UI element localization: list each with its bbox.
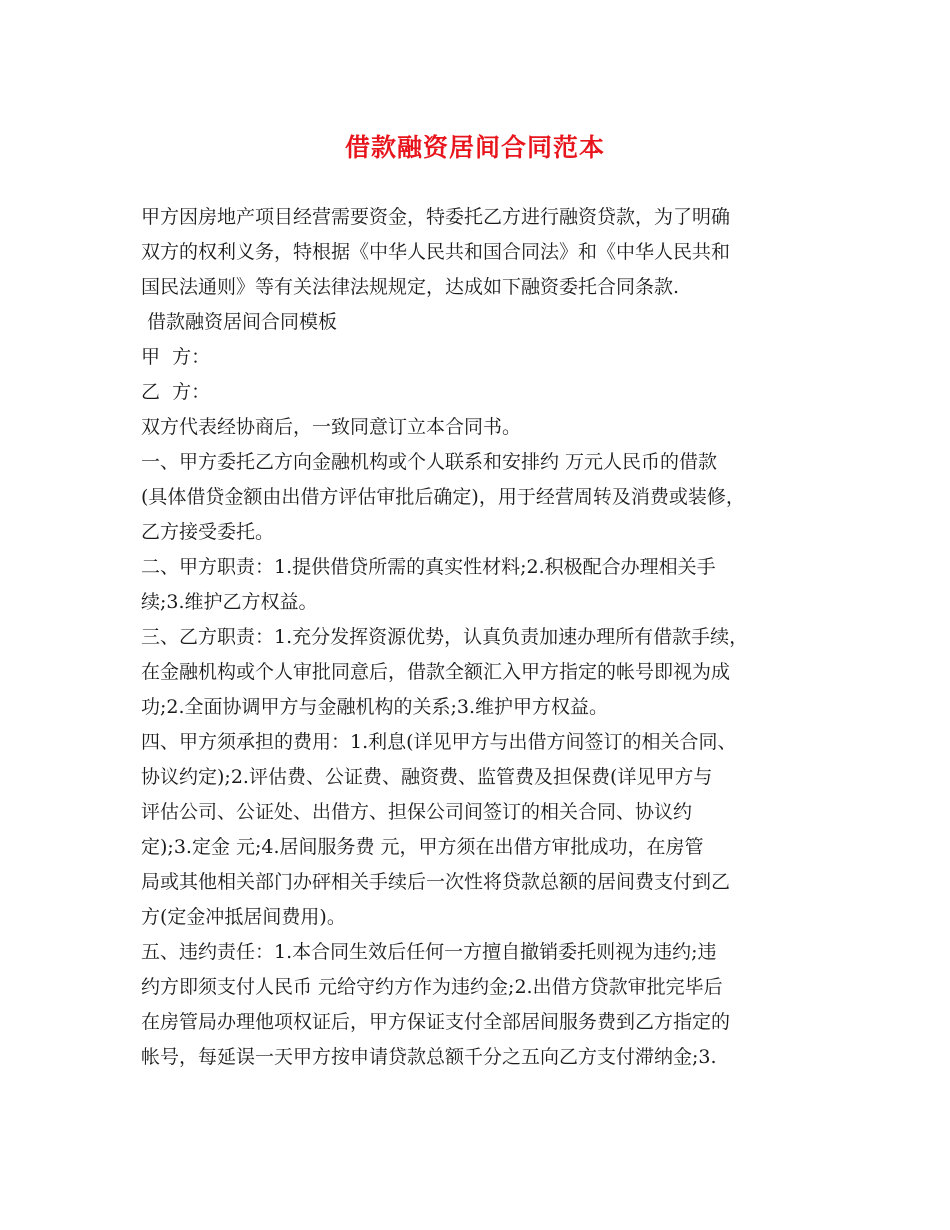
body-line: 局或其他相关部门办砰相关手续后一次性将贷款总额的居间费支付到乙 [141,871,731,893]
body-line: 在金融机构或个人审批同意后，借款全额汇入甲方指定的帐号即视为成 [141,661,731,683]
body-line: 乙方接受委托。 [141,521,275,543]
body-line: 甲 方： [141,346,211,368]
body-line: (具体借贷金额由出借方评估审批后确定)，用于经营周转及消费或装修， [141,486,745,508]
body-line: 借款融资居间合同模板 [141,311,338,333]
document-title: 借款融资居间合同范本 [344,133,605,162]
body-line: 四、甲方须承担的费用：1.利息(详见甲方与出借方间签订的相关合同、 [141,731,737,753]
body-line: 二、甲方职责：1.提供借贷所需的真实性材料;2.积极配合办理相关手 [141,556,716,578]
body-line: 三、乙方职责：1.充分发挥资源优势，认真负责加速办理所有借款手续， [141,626,749,648]
body-line: 五、违约责任：1.本合同生效后任何一方擅自撤销委托则视为违约;违 [141,941,717,963]
body-line: 定);3.定金 元;4.居间服务费 元，甲方须在出借方审批成功，在房管 [141,836,704,858]
body-line: 约方即须支付人民币 元给守约方作为违约金;2.出借方贷款审批完毕后 [141,976,723,998]
body-line: 双方代表经协商后，一致同意订立本合同书。 [141,416,522,438]
body-line: 功;2.全面协调甲方与金融机构的关系;3.维护甲方权益。 [141,696,609,718]
body-line: 在房管局办理他项权证后，甲方保证支付全部居间服务费到乙方指定的 [141,1011,731,1033]
body-line: 一、甲方委托乙方向金融机构或个人联系和安排约 万元人民币的借款 [141,451,718,473]
body-line: 甲方因房地产项目经营需要资金，特委托乙方进行融资贷款，为了明确 [141,206,731,228]
body-line: 帐号，每延误一天甲方按申请贷款总额千分之五向乙方支付滞纳金;3. [141,1046,717,1068]
document-body [141,200,821,1075]
body-line: 协议约定);2.评估费、公证费、融资费、监管费及担保费(详见甲方与 [141,766,713,788]
body-line: 乙 方： [141,381,211,403]
body-line: 评估公司、公证处、出借方、担保公司间签订的相关合同、协议约 [141,801,693,823]
body-line: 双方的权利义务，特根据《中华人民共和国合同法》和《中华人民共和 [141,241,731,263]
body-line: 方(定金冲抵居间费用)。 [141,906,346,928]
body-line: 国民法通则》等有关法律法规规定，达成如下融资委托合同条款. [141,276,680,298]
body-line: 续;3.维护乙方权益。 [141,591,318,613]
